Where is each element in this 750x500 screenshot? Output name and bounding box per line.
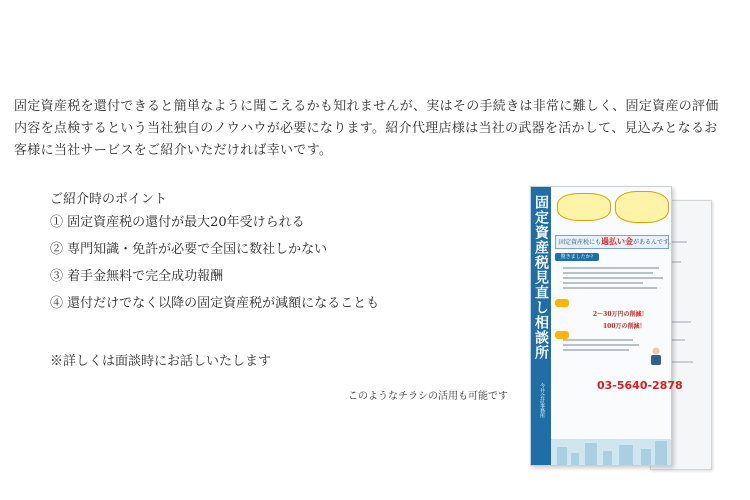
- person-icon: [649, 347, 663, 365]
- flyer-subtitle: 今井会計事務所: [539, 383, 545, 418]
- point-item: ② 専門知識・免許が必要で全国に数社しかない: [50, 242, 328, 257]
- points-list: [50, 214, 379, 322]
- flyer-image: [530, 186, 683, 466]
- intro-line: 固定資産税を還付できると簡単なように聞こえるかも知れませんが、実はその手続きは非常に難しく、固定資産の評価: [14, 99, 719, 114]
- point-item: ① 固定資産税の還付が最大20年受けられる: [50, 215, 305, 230]
- flyer-tag: [555, 299, 569, 307]
- point-item: ③ 着手金無料で完全成功報酬: [50, 269, 224, 284]
- flyer-phone: 03-5640-2878: [597, 379, 683, 392]
- intro-line: 客様に当社サービスをご紹介いただければ幸いです。: [14, 143, 333, 158]
- note-text: ※詳しくは面談時にお話しいたします: [50, 354, 272, 369]
- flyer-headline: 固定資産税にも過払い金があるんです。: [559, 236, 675, 246]
- flyer-tag: [555, 331, 569, 339]
- flyer-vertical-title: 固定資産税見直し相談所: [533, 195, 549, 360]
- intro-paragraph: [14, 96, 720, 162]
- point-item: ④ 還付だけでなく以降の固定資産税が減額になることも: [50, 296, 380, 311]
- flyer-bubble: [557, 193, 611, 221]
- flyer-amount-1: 2〜30万円の削減！: [593, 311, 648, 318]
- flyer-cityscape: [551, 439, 671, 465]
- points-title: ご紹介時のポイント: [50, 192, 168, 207]
- flyer-bubble: [615, 191, 669, 223]
- flyer-label: 驚きましたか?: [555, 253, 599, 261]
- intro-line: 内容を点検するという当社独自のノウハウが必要になります。紹介代理店様は当社の武器を活かして、見込みとなるお: [14, 121, 718, 136]
- flyer-amount-2: 100万の削減！: [603, 323, 646, 330]
- flyer-caption: このようなチラシの活用も可能です: [348, 391, 508, 402]
